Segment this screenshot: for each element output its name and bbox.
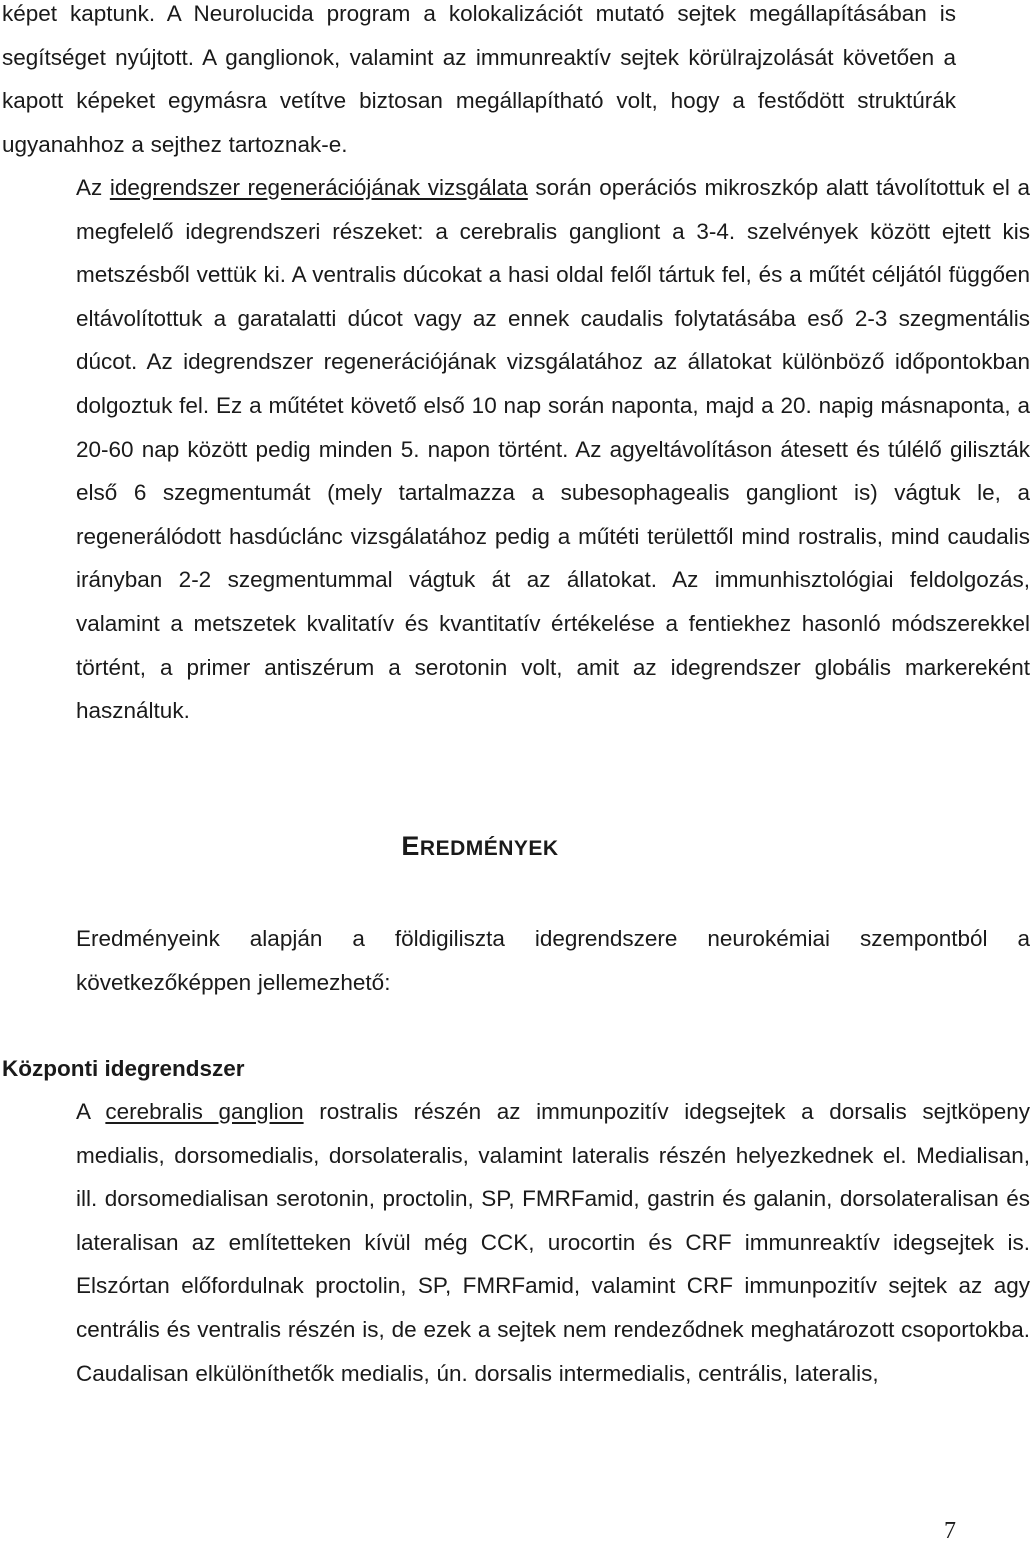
paragraph-text: Az <box>76 175 110 200</box>
heading-initial: E <box>401 831 420 861</box>
subsection-heading-central-nervous-system: Központi idegrendszer <box>2 1056 245 1081</box>
page-number: 7 <box>944 1518 956 1544</box>
paragraph-text: Eredményeink alapján a földigiliszta idegrendszere neurokémiai szempontból a következőképpen jellemezhető: <box>76 926 1030 995</box>
underlined-term: cerebralis ganglion <box>105 1099 304 1124</box>
paragraph-text: során operációs mikroszkóp alatt távolítottuk el a megfelelő idegrendszeri részeket: a cerebralis gangliont a 3-4. szelvények között ejtett kis metszésből vettük ki. A ventralis dúcokat a hasi oldal felől tártuk fel, és a műtét céljától függően eltávolítottuk a garatalatti dúcot vagy az ennek caudalis folytatásába eső 2-3 szegmentális dúcot. Az idegrendszer regenerációjának vizsgálatához az állatokat különböző időpontokban dolgoztuk fel. Ez a műtétet követő első 10 nap során naponta, majd a 20. napig másnaponta, a 20-60 nap között pedig minden 5. napon történt. Az agyeltávolításon átesett és túlélő giliszták első 6 szegmentumát (mely tartalmazza a subesophagealis gangliont is) vágtuk le, a regenerálódott hasdúclánc vizsgálatához pedig a műtéti területtől mind rostralis, mind caudalis irányban 2-2 szegmentummal vágtuk át az állatokat. Az immunhisztológiai feldolgozás, valamint a metszetek kvalitatív és kvantitatív értékelése a fentiekhez hasonló módszerekkel történt, a primer antiszérum a serotonin volt, amit az idegrendszer globális markereként használtuk. <box>76 175 1030 724</box>
paragraph-text: rostralis részén az immunpozitív idegsejtek a dorsalis sejtköpeny medialis, dorsomedialis, dorsolateralis, valamint lateralis részén helyezkednek el. Medialisan, ill. dorsomedialisan serotonin, proctolin, SP, FMRFamid, gastrin és galanin, dorsolateralisan és lateralisan az említetteken kívül még CCK, urocortin és CRF immunreaktív idegsejtek is. Elszórtan előfordulnak proctolin, SP, FMRFamid, valamint CRF immunpozitív sejtek az agy centrális és ventralis részén is, de ezek a sejtek nem rendeződnek meghatározott csoportokba. Caudalisan elkülöníthetők medialis, ún. dorsalis intermedialis, centrális, lateralis, <box>76 1099 1030 1386</box>
underlined-term: idegrendszer regenerációjának vizsgálata <box>109 175 528 200</box>
paragraph-cerebral-ganglion <box>2 1090 1030 1395</box>
paragraph-results-intro <box>2 917 1030 1004</box>
section-heading-results <box>0 826 960 871</box>
paragraph-neurolucida <box>2 0 956 166</box>
heading-rest: REDMÉNYEK <box>419 837 559 860</box>
paragraph-text: A <box>76 1099 106 1124</box>
paragraph-regeneration-methods <box>2 166 1030 733</box>
paragraph-text: képet kaptunk. A Neurolucida program a kolokalizációt mutató sejtek megállapításában is segítséget nyújtott. A ganglionok, valamint az immunreaktív sejtek körülrajzolását követően a kapott képeket egymásra vetítve biztosan megállapítható volt, hogy a festődött struktúrák ugyanahhoz a sejthez tartoznak-e. <box>2 1 956 157</box>
